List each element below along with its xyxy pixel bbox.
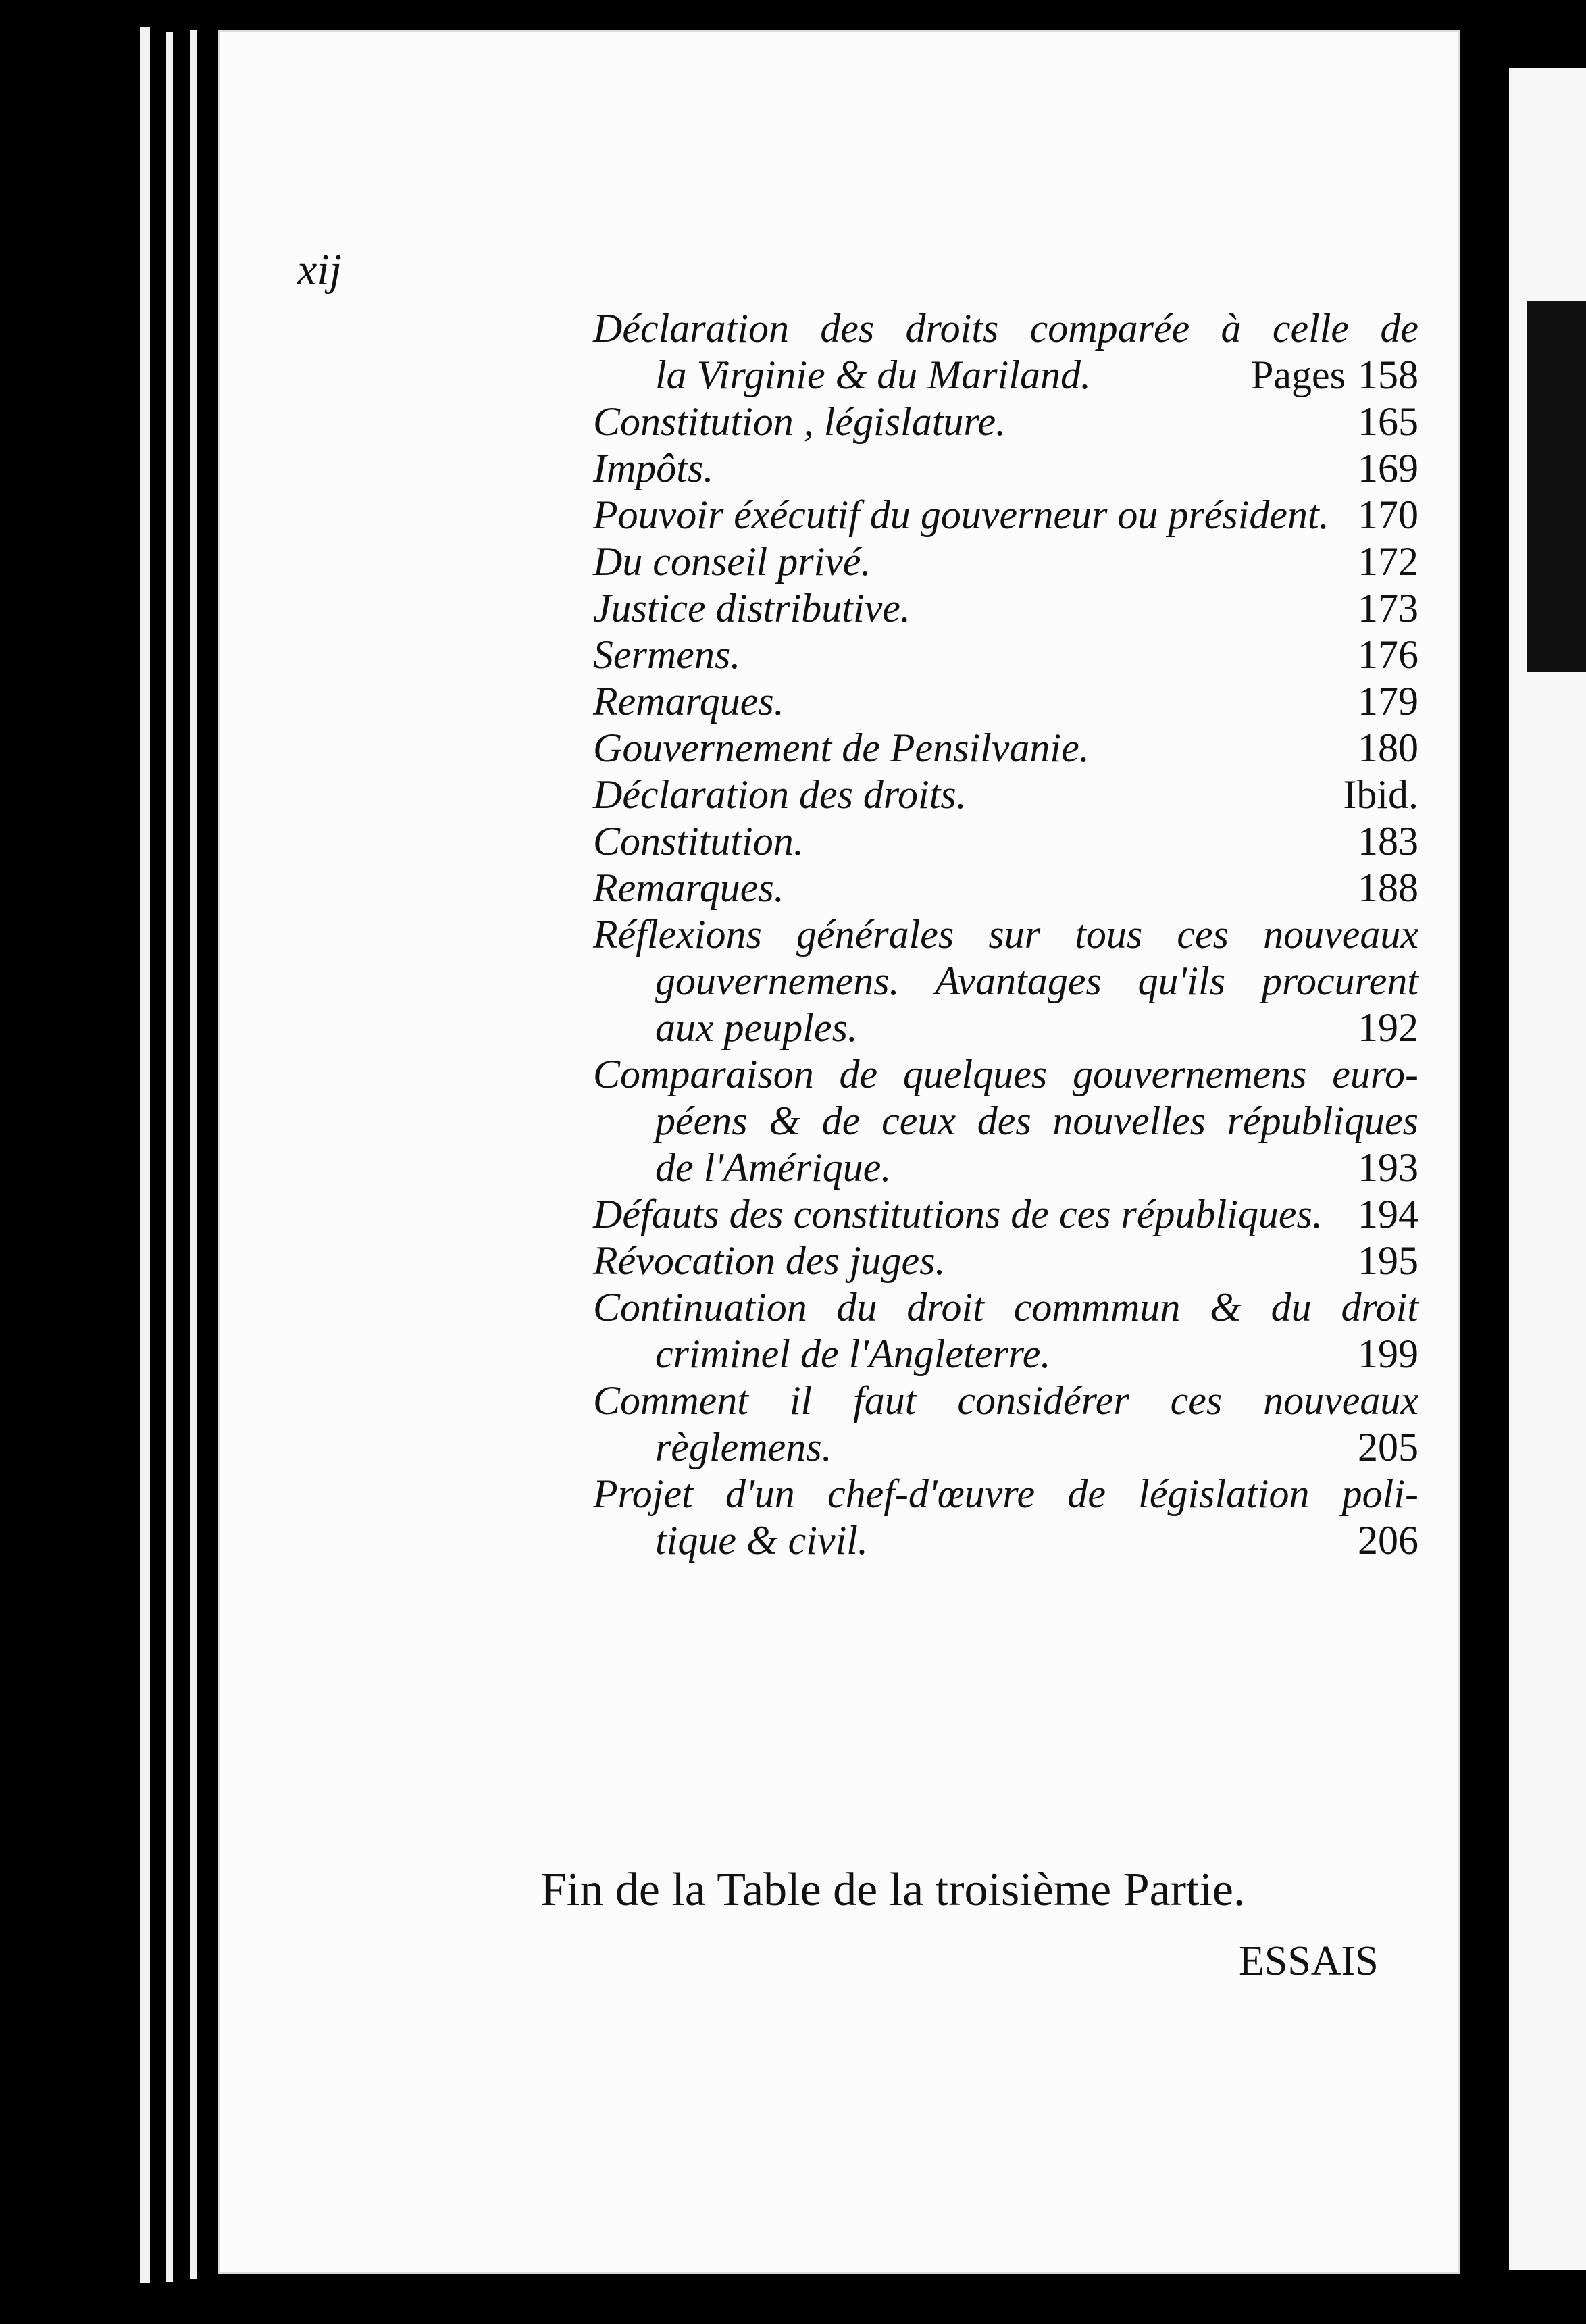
toc-entry-text: Pouvoir éxécutif du gouverneur ou président. bbox=[593, 492, 1329, 537]
toc-page-number bbox=[1358, 818, 1418, 865]
toc-entry-text: Défauts des constitutions de ces républiques. bbox=[593, 1192, 1323, 1236]
toc-entry-text: péens & de ceux des nouvelles républiques bbox=[655, 1098, 1418, 1143]
page-folio: xij bbox=[297, 245, 342, 295]
toc-entry-text: Comparaison de quelques gouvernemens euro- bbox=[593, 1052, 1418, 1096]
page-number-value: 173 bbox=[1358, 586, 1418, 630]
toc-entry bbox=[593, 585, 1418, 632]
book-edge bbox=[140, 27, 150, 2283]
page-number-value: 180 bbox=[1358, 726, 1418, 770]
toc-entry-text: Justice distributive. bbox=[593, 586, 911, 630]
toc-page-number bbox=[1358, 1191, 1418, 1238]
toc-entry bbox=[593, 632, 1418, 678]
page-number-value: 165 bbox=[1358, 399, 1418, 444]
toc-entry-text: Remarques. bbox=[593, 865, 784, 910]
toc-page-number bbox=[1358, 725, 1418, 772]
page-number-value: 193 bbox=[1358, 1145, 1418, 1190]
toc-entry bbox=[593, 1471, 1418, 1564]
toc-page-number bbox=[1358, 1424, 1418, 1471]
page-number-value: 172 bbox=[1358, 539, 1418, 584]
toc-entry-text: règlemens. bbox=[655, 1425, 832, 1469]
toc-entry bbox=[593, 1284, 1418, 1378]
toc-entry bbox=[593, 445, 1418, 492]
facing-page-print bbox=[1523, 297, 1586, 676]
toc-entry-text: Continuation du droit commmun & du droit bbox=[593, 1285, 1418, 1330]
page-number-value: 179 bbox=[1358, 679, 1418, 724]
toc-page-number bbox=[1358, 538, 1418, 585]
toc-entry-text: la Virginie & du Mariland. bbox=[655, 353, 1091, 397]
toc-entry bbox=[593, 399, 1418, 445]
page-number-value: 194 bbox=[1358, 1192, 1418, 1236]
toc-entry bbox=[593, 1238, 1418, 1284]
page-number-value: 176 bbox=[1358, 632, 1418, 677]
toc-entry bbox=[593, 538, 1418, 585]
toc-entry-text: Révocation des juges. bbox=[593, 1238, 946, 1283]
toc-entry-text: Comment il faut considérer ces nouveaux bbox=[593, 1378, 1418, 1423]
toc-entry bbox=[593, 492, 1418, 538]
toc-page-number bbox=[1358, 1238, 1418, 1284]
toc-page-number bbox=[1358, 585, 1418, 632]
table-of-contents bbox=[593, 305, 1418, 1564]
toc-entry bbox=[593, 1051, 1418, 1191]
page-number-value: 170 bbox=[1358, 492, 1418, 537]
facing-page-edge bbox=[1502, 68, 1586, 2270]
toc-entry bbox=[593, 865, 1418, 911]
toc-page-number bbox=[1358, 632, 1418, 678]
toc-page-number bbox=[1358, 1517, 1418, 1564]
toc-entry-text: Remarques. bbox=[593, 679, 784, 724]
toc-entry-text: Sermens. bbox=[593, 632, 741, 677]
toc-entry-text: Constitution. bbox=[593, 819, 804, 863]
toc-entry-text: tique & civil. bbox=[655, 1518, 868, 1563]
toc-entry-text: Impôts. bbox=[593, 446, 714, 490]
toc-entry-text: Projet d'un chef-d'œuvre de législation poli- bbox=[593, 1471, 1418, 1516]
toc-page-number bbox=[1358, 399, 1418, 445]
toc-page-number bbox=[1358, 1144, 1418, 1191]
page-number-value: 195 bbox=[1358, 1238, 1418, 1283]
toc-page-number bbox=[1358, 865, 1418, 911]
toc-entry bbox=[593, 772, 1418, 818]
toc-entry bbox=[593, 305, 1418, 399]
toc-entry-text: Déclaration des droits comparée à celle de bbox=[593, 306, 1418, 351]
toc-page-number bbox=[1343, 772, 1418, 818]
page-number-value: 188 bbox=[1358, 865, 1418, 910]
toc-page-number bbox=[1358, 445, 1418, 492]
page-number-value: 199 bbox=[1358, 1332, 1418, 1376]
page-number-value: 158 bbox=[1358, 353, 1418, 397]
toc-entry bbox=[593, 911, 1418, 1051]
toc-entry-text: Du conseil privé. bbox=[593, 539, 871, 584]
toc-entry-text: Déclaration des droits. bbox=[593, 772, 967, 817]
book-edge bbox=[190, 30, 197, 2279]
pages-label: Pages bbox=[1251, 353, 1346, 397]
toc-entry-text: Gouvernement de Pensilvanie. bbox=[593, 726, 1090, 770]
book-edge bbox=[166, 32, 173, 2282]
toc-entry-text: de l'Amérique. bbox=[655, 1145, 892, 1190]
page-number-value: 192 bbox=[1358, 1005, 1418, 1050]
toc-entry bbox=[593, 725, 1418, 772]
page-number-value: 169 bbox=[1358, 446, 1418, 490]
toc-page-number bbox=[1358, 1005, 1418, 1051]
toc-entry-text: Constitution , législature. bbox=[593, 399, 1006, 444]
toc-entry bbox=[593, 1378, 1418, 1471]
table-end-line: Fin de la Table de la troisième Partie. bbox=[540, 1864, 1246, 1916]
toc-entry bbox=[593, 818, 1418, 865]
toc-page-number bbox=[1358, 492, 1418, 538]
toc-entry-text: criminel de l'Angleterre. bbox=[655, 1332, 1051, 1376]
toc-page-number bbox=[1358, 678, 1418, 725]
catchword: ESSAIS bbox=[1239, 1938, 1379, 1984]
toc-entry-text: gouvernemens. Avantages qu'ils procurent bbox=[655, 959, 1418, 1003]
page-number-value: 183 bbox=[1358, 819, 1418, 863]
page-number-value: 206 bbox=[1358, 1518, 1418, 1563]
toc-entry bbox=[593, 678, 1418, 725]
page-number-value: 205 bbox=[1358, 1425, 1418, 1469]
toc-page-number bbox=[1251, 352, 1418, 399]
page-number-value: Ibid. bbox=[1343, 772, 1418, 817]
toc-page-number bbox=[1358, 1331, 1418, 1378]
toc-entry-text: Réflexions générales sur tous ces nouveaux bbox=[593, 912, 1418, 957]
toc-entry-text: aux peuples. bbox=[655, 1005, 858, 1050]
toc-entry bbox=[593, 1191, 1418, 1238]
